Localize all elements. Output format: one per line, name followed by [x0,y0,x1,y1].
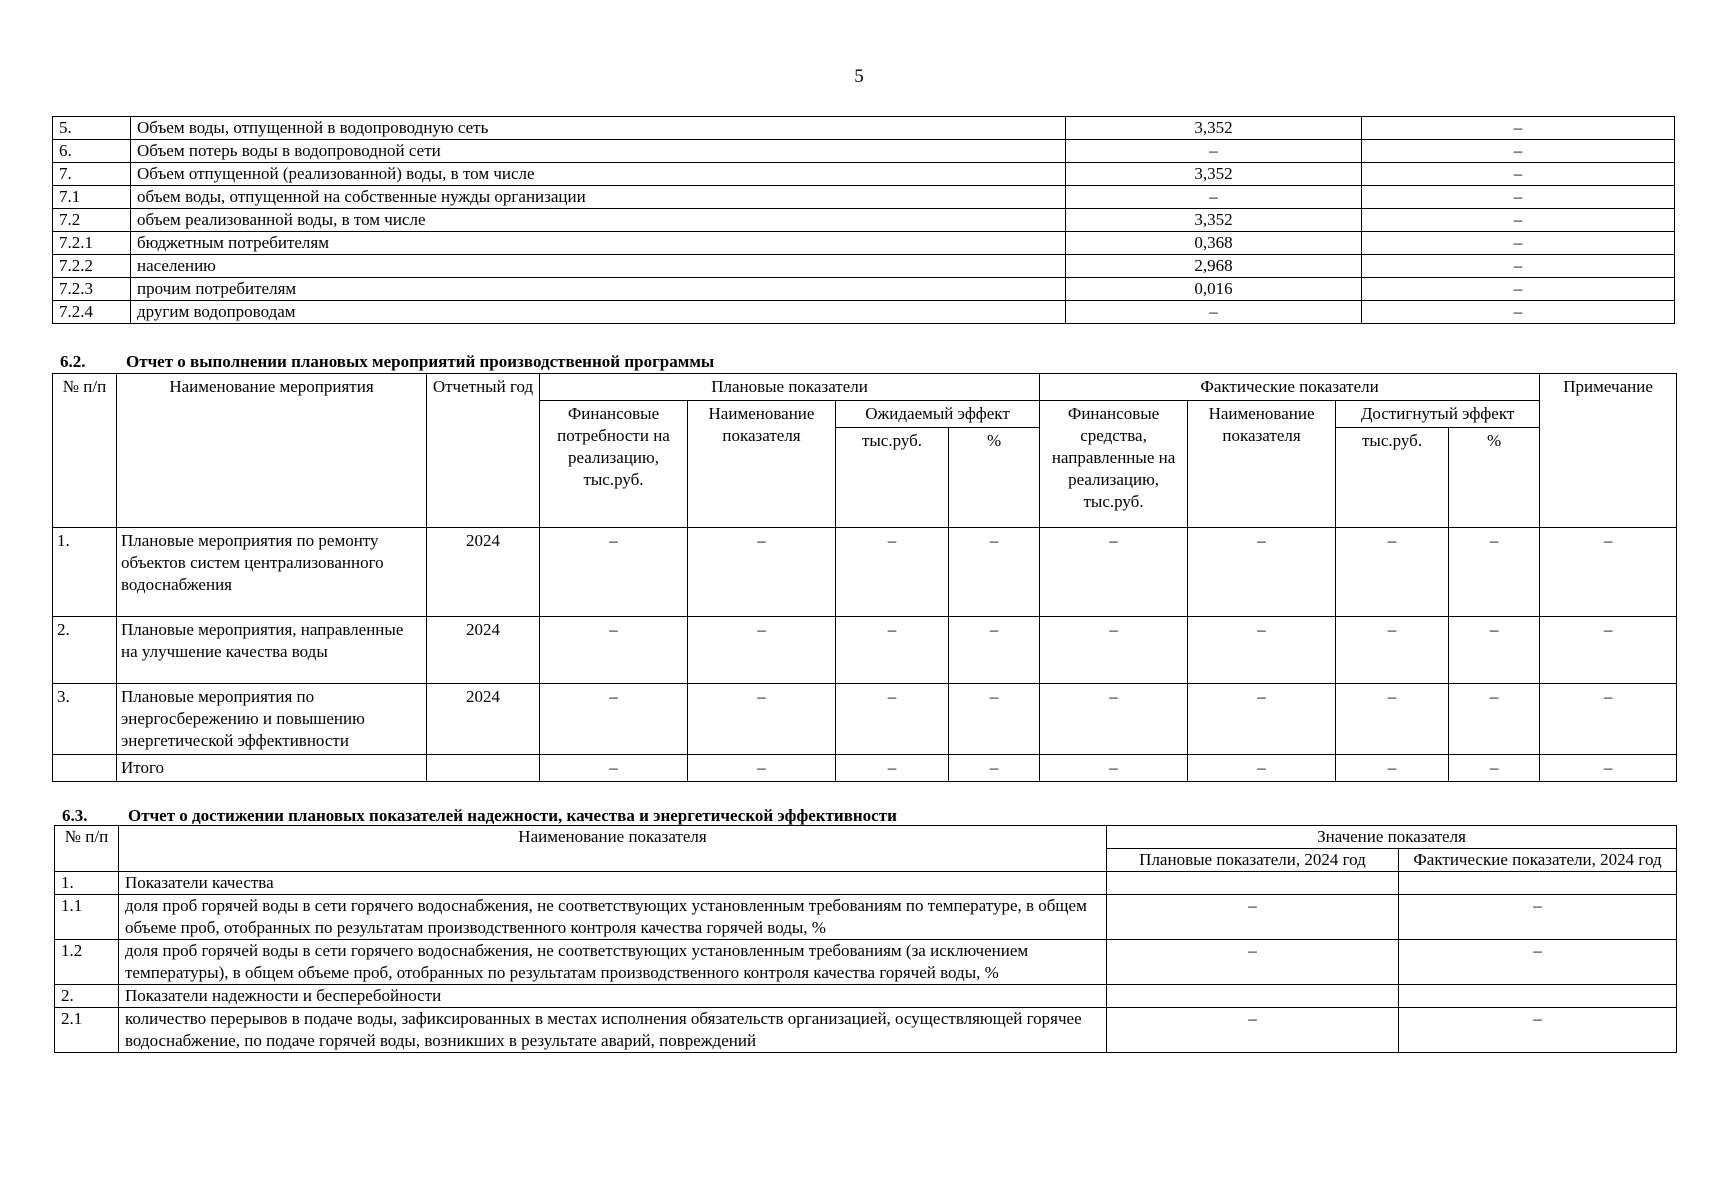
row-cell: – [1540,684,1677,755]
table-row [53,209,1675,232]
header-fact-indicator: Наименование показателя [1188,401,1336,528]
header-indicator-value: Значение показателя [1107,826,1677,849]
row-value-2: – [1362,117,1675,140]
row-fact [1399,985,1677,1008]
row-fact: – [1399,940,1677,985]
water-volume-table [52,116,1675,324]
row-cell: – [1188,617,1336,684]
row-value: 3,352 [1066,163,1362,186]
header-expected-thousand-rub: тыс.руб. [836,428,949,528]
row-name: населению [131,255,1066,278]
table-row [55,940,1677,985]
row-name: Объем потерь воды в водопроводной сети [131,140,1066,163]
row-cell: – [836,528,949,617]
row-number: 7.2.3 [53,278,131,301]
header-indicator-name: Наименование показателя [119,826,1107,872]
row-plan [1107,872,1399,895]
table-row [55,872,1677,895]
header-plan-indicator: Наименование показателя [688,401,836,528]
header-achieved-effect: Достигнутый эффект [1336,401,1540,428]
row-fact: – [1399,895,1677,940]
row-cell: – [1040,755,1188,782]
table-row [55,985,1677,1008]
table-row [53,278,1675,301]
row-cell: – [688,617,836,684]
row-cell: – [540,528,688,617]
row-name: Плановые мероприятия, направленные на улучшение качества воды [117,617,427,684]
row-cell: – [1449,617,1540,684]
section-title: Отчет о выполнении плановых мероприятий производственной программы [126,352,715,371]
row-year [427,755,540,782]
row-cell: – [836,755,949,782]
row-name: Показатели качества [119,872,1107,895]
row-value-2: – [1362,278,1675,301]
row-name: объем воды, отпущенной на собственные нужды организации [131,186,1066,209]
table-row [53,232,1675,255]
section-6-3-heading [62,806,897,826]
header-row [53,374,1677,401]
row-name: Объем воды, отпущенной в водопроводную сеть [131,117,1066,140]
row-number: 7.2.2 [53,255,131,278]
row-value-2: – [1362,232,1675,255]
row-value-2: – [1362,163,1675,186]
row-number: 2.1 [55,1008,119,1053]
row-plan [1107,985,1399,1008]
row-cell: – [1336,684,1449,755]
row-number: 1. [55,872,119,895]
row-value-2: – [1362,255,1675,278]
row-cell: – [949,528,1040,617]
row-value: 0,368 [1066,232,1362,255]
row-cell: – [1449,684,1540,755]
table-row [53,528,1677,617]
row-cell: – [540,617,688,684]
table-row [55,1008,1677,1053]
row-number: 7.1 [53,186,131,209]
header-measure-name: Наименование мероприятия [117,374,427,528]
header-planned: Плановые показатели [540,374,1040,401]
table-row [53,117,1675,140]
row-cell: – [1040,617,1188,684]
row-cell: – [1040,684,1188,755]
planned-measures-table [52,373,1677,782]
row-value-2: – [1362,301,1675,324]
table-row [53,163,1675,186]
row-name: бюджетным потребителям [131,232,1066,255]
row-number: 7.2.1 [53,232,131,255]
row-cell: – [1040,528,1188,617]
table-row [53,684,1677,755]
header-fact-finance: Финансовые средства, направленные на реализацию, тыс.руб. [1040,401,1188,528]
header-achieved-percent: % [1449,428,1540,528]
row-value-2: – [1362,140,1675,163]
table-row [53,255,1675,278]
row-cell: – [1449,755,1540,782]
row-cell: – [1540,528,1677,617]
row-cell: – [540,684,688,755]
row-cell: – [836,684,949,755]
total-row [53,755,1677,782]
row-name: Объем отпущенной (реализованной) воды, в том числе [131,163,1066,186]
header-plan: Плановые показатели, 2024 год [1107,849,1399,872]
table-row [55,895,1677,940]
header-note: Примечание [1540,374,1677,528]
row-cell: – [949,684,1040,755]
header-plan-finance: Финансовые потребности на реализацию, тыс.руб. [540,401,688,528]
row-cell: – [688,684,836,755]
row-cell: – [1336,755,1449,782]
row-cell: – [949,755,1040,782]
table-row [53,186,1675,209]
row-name: Показатели надежности и бесперебойности [119,985,1107,1008]
row-number: 6. [53,140,131,163]
row-value: – [1066,140,1362,163]
header-expected-percent: % [949,428,1040,528]
row-value: 3,352 [1066,117,1362,140]
row-name: Плановые мероприятия по энергосбережению и повышению энергетической эффективности [117,684,427,755]
row-number: 7. [53,163,131,186]
row-cell: – [1336,528,1449,617]
row-name: доля проб горячей воды в сети горячего водоснабжения, не соответствующих установленным требованиям (за исключением температуры), в общем объеме проб, отобранных по результатам производственного контроля качества горячей воды, % [119,940,1107,985]
header-expected-effect: Ожидаемый эффект [836,401,1040,428]
row-value: – [1066,186,1362,209]
section-number: 6.3. [62,806,88,825]
table-row [53,140,1675,163]
row-number: 2. [55,985,119,1008]
header-report-year: Отчетный год [427,374,540,528]
row-number: 7.2 [53,209,131,232]
row-cell: – [1336,617,1449,684]
header-fact: Фактические показатели, 2024 год [1399,849,1677,872]
header-row [55,826,1677,849]
row-value: 2,968 [1066,255,1362,278]
row-cell: – [1540,617,1677,684]
row-plan: – [1107,940,1399,985]
row-year: 2024 [427,684,540,755]
section-6-2-heading [60,352,714,372]
section-number: 6.2. [60,352,86,371]
page-number: 5 [854,66,864,87]
row-value: 3,352 [1066,209,1362,232]
row-cell: – [540,755,688,782]
row-cell: – [1188,684,1336,755]
row-name: Итого [117,755,427,782]
table-row [53,301,1675,324]
header-num: № п/п [55,826,119,872]
row-cell: – [1540,755,1677,782]
row-number: 3. [53,684,117,755]
row-year: 2024 [427,528,540,617]
row-plan: – [1107,895,1399,940]
row-name: доля проб горячей воды в сети горячего водоснабжения, не соответствующих установленным требованиям по температуре, в общем объеме проб, отобранных по результатам производственного контроля качества горячей воды, % [119,895,1107,940]
row-number: 5. [53,117,131,140]
row-cell: – [1188,755,1336,782]
row-cell: – [836,617,949,684]
row-name: количество перерывов в подаче воды, зафиксированных в местах исполнения обязательств организацией, осуществляющей горячее водоснабжение, по подаче горячей воды, возникших в результате аварий, повреждений [119,1008,1107,1053]
section-title: Отчет о достижении плановых показателей надежности, качества и энергетической эффективности [128,806,897,825]
table-row [53,617,1677,684]
row-plan: – [1107,1008,1399,1053]
row-value: – [1066,301,1362,324]
row-fact: – [1399,1008,1677,1053]
row-number: 1. [53,528,117,617]
header-achieved-thousand-rub: тыс.руб. [1336,428,1449,528]
row-fact [1399,872,1677,895]
row-cell: – [688,755,836,782]
row-name: объем реализованной воды, в том числе [131,209,1066,232]
header-num: № п/п [53,374,117,528]
row-number: 7.2.4 [53,301,131,324]
row-cell: – [1449,528,1540,617]
row-name: прочим потребителям [131,278,1066,301]
row-year: 2024 [427,617,540,684]
row-number [53,755,117,782]
row-name: другим водопроводам [131,301,1066,324]
row-value: 0,016 [1066,278,1362,301]
row-name: Плановые мероприятия по ремонту объектов систем централизованного водоснабжения [117,528,427,617]
row-value-2: – [1362,209,1675,232]
row-cell: – [1188,528,1336,617]
row-number: 2. [53,617,117,684]
indicators-table [54,825,1677,1053]
row-number: 1.2 [55,940,119,985]
row-value-2: – [1362,186,1675,209]
header-actual: Фактические показатели [1040,374,1540,401]
row-cell: – [688,528,836,617]
row-number: 1.1 [55,895,119,940]
row-cell: – [949,617,1040,684]
